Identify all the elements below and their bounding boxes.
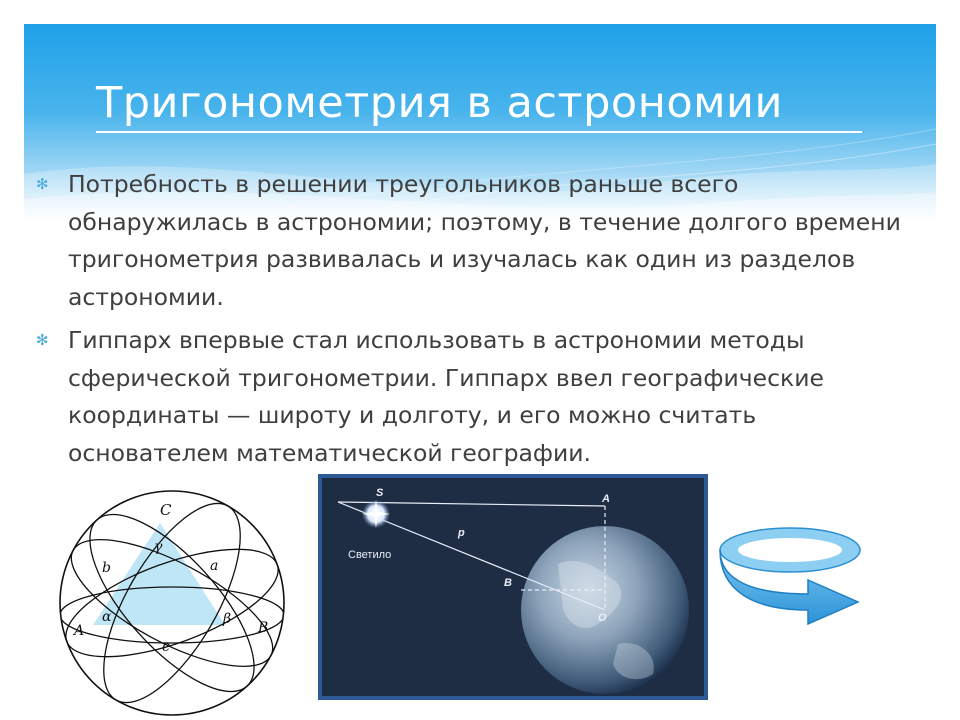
- label-o: O: [598, 612, 607, 624]
- curved-arrow-icon: [716, 520, 862, 630]
- bullet-item: [36, 166, 916, 316]
- side-label-a: a: [210, 558, 219, 574]
- vertex-label-b-upper: B: [258, 620, 269, 636]
- slide-title: Тригонометрия в астрономии: [96, 78, 783, 128]
- asterisk-bullet-icon: ✻: [36, 175, 49, 193]
- label-svetilo: Светило: [348, 549, 392, 561]
- title-underline: [96, 131, 862, 133]
- vertex-label-a-upper: A: [74, 623, 85, 639]
- side-label-c: c: [162, 639, 170, 655]
- angle-label-beta: β: [223, 611, 232, 627]
- label-a: A: [602, 493, 610, 505]
- spherical-triangle-diagram: [50, 475, 300, 720]
- bullet-text: Потребность в решении треугольников раньше всего обнаружилась в астрономии; поэтому, в течение долгого времени тригонометрия развивалась и изучалась как один из разделов астрономии.: [68, 170, 901, 311]
- angle-label-alpha: α: [102, 609, 112, 625]
- earth-parallax-photo: [318, 474, 708, 700]
- label-s: S: [376, 487, 384, 499]
- asterisk-bullet-icon: ✻: [36, 331, 49, 349]
- side-label-b: b: [102, 560, 111, 576]
- vertex-label-c-upper: C: [160, 501, 172, 519]
- bullet-text: Гиппарх впервые стал использовать в астрономии методы сферической тригонометрии. Гиппарх ввел географические координаты — широту и долготу, и его можно считать основателем математической географии.: [68, 326, 824, 467]
- bullet-item: [36, 322, 916, 472]
- bullet-list: [36, 166, 916, 478]
- label-b: B: [504, 577, 512, 589]
- label-p: p: [458, 527, 465, 539]
- angle-label-gamma: γ: [154, 539, 163, 555]
